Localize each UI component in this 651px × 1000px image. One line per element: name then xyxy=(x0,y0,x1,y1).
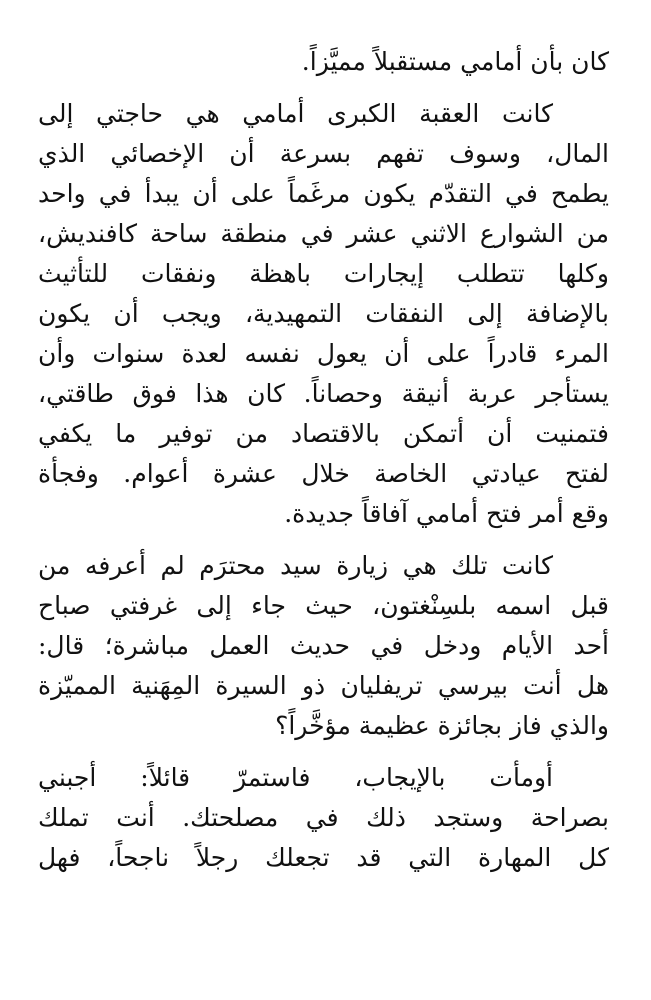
text-line: كل المهارة التي قد تجعلك رجلاً ناجحاً، فهل xyxy=(38,843,609,872)
text-line: والذي فاز بجائزة عظيمة مؤخَّراً؟ xyxy=(275,711,609,740)
text-line: كانت تلك هي زيارة سيد محترَم لم أعرفه من xyxy=(38,551,553,580)
text-line: أومأت بالإيجاب، فاستمرّ قائلاً: أجبني xyxy=(38,763,553,792)
text-line: يستأجر عربة أنيقة وحصاناً. كان هذا فوق طاقتي، xyxy=(38,379,609,408)
paragraph-3 xyxy=(38,546,609,746)
text-line: كانت العقبة الكبرى أمامي هي حاجتي إلى xyxy=(38,99,553,128)
text-line: وكلها تتطلب إيجارات باهظة ونفقات للتأثيث xyxy=(38,259,609,288)
paragraph-1 xyxy=(38,42,609,82)
text-line: كان بأن أمامي مستقبلاً مميَّزاً. xyxy=(301,47,609,76)
text-line: من الشوارع الاثني عشر في منطقة ساحة كافنديش، xyxy=(38,219,609,248)
text-line: يطمح في التقدّم يكون مرغَماً على أن يبدأ في واحد xyxy=(38,179,609,208)
text-line: هل أنت بيرسي تريفليان ذو السيرة المِهَنية المميّزة xyxy=(38,671,609,700)
text-line: فتمنيت أن أتمكن بالاقتصاد من توفير ما يكفي xyxy=(38,419,609,448)
text-line: بالإضافة إلى النفقات التمهيدية، ويجب أن يكون xyxy=(38,299,609,328)
paragraph-2 xyxy=(38,94,609,534)
text-line: المرء قادراً على أن يعول نفسه لعدة سنوات وأن xyxy=(38,339,609,368)
book-page xyxy=(38,42,609,890)
text-line: المال، وسوف تفهم بسرعة أن الإخصائي الذي xyxy=(38,139,609,168)
text-line: بصراحة وستجد ذلك في مصلحتك. أنت تملك xyxy=(38,803,609,832)
paragraph-4 xyxy=(38,758,609,878)
text-line: لفتح عيادتي الخاصة خلال عشرة أعوام. وفجأة xyxy=(38,459,609,488)
text-line: وقع أمر فتح أمامي آفاقاً جديدة. xyxy=(284,499,609,528)
text-line: قبل اسمه بلسِنْغتون، حيث جاء إلى غرفتي صباح xyxy=(38,591,609,620)
text-line: أحد الأيام ودخل في حديث العمل مباشرة؛ قال: xyxy=(38,631,609,660)
